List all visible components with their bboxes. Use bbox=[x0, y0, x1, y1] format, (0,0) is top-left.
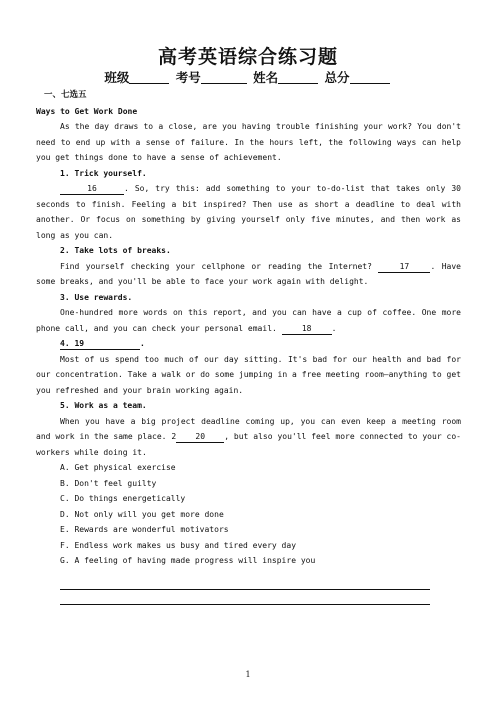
passage-title: Ways to Get Work Done bbox=[36, 106, 138, 116]
student-info-bar bbox=[0, 68, 496, 86]
heading-2: 2. Take lots of breaks. bbox=[60, 246, 171, 255]
document-body bbox=[36, 88, 461, 605]
answer-line-2[interactable] bbox=[60, 604, 430, 605]
option-e: E. Rewards are wonderful motivators bbox=[60, 525, 229, 534]
paragraph-3-text-after: . bbox=[331, 323, 337, 333]
paragraph-1 bbox=[36, 181, 461, 243]
blank-19[interactable]: 4. 19 bbox=[60, 338, 140, 350]
blank-20[interactable]: 20 bbox=[176, 431, 224, 443]
passage-intro: As the day draws to a close, are you having trouble finishing your work? You don't need to end up with a sense of failure. In the hours left, the following ways can help you get things done to have a sense of achievement. bbox=[36, 122, 461, 162]
blank-16[interactable]: 16 bbox=[60, 183, 124, 195]
heading-1: 1. Trick yourself. bbox=[60, 168, 147, 178]
name-field[interactable] bbox=[278, 71, 318, 84]
option-d: D. Not only will you get more done bbox=[60, 509, 224, 519]
option-c: C. Do things energetically bbox=[60, 494, 186, 503]
heading-5: 5. Work as a team. bbox=[60, 401, 147, 410]
score-label: 总分 bbox=[324, 70, 350, 85]
heading-4 bbox=[36, 336, 461, 352]
section-title: 一、七选五 bbox=[44, 90, 87, 100]
paragraph-4: Most of us spend too much of our day sitting. It's bad for our health and bad for our concentration. Take a walk or do some jumping in a free meeting room—anything to get you refreshed and your brain working again. bbox=[36, 354, 461, 395]
exam-no-label: 考号 bbox=[175, 70, 201, 85]
exam-no-field[interactable] bbox=[201, 71, 247, 84]
option-a: A. Get physical exercise bbox=[60, 463, 176, 472]
paragraph-3-text-before: One-hundred more words on this report, and you can have a cup of coffee. One more phone call, and you can check your personal email. bbox=[36, 308, 461, 333]
heading-3: 3. Use rewards. bbox=[60, 292, 133, 302]
class-label: 班级 bbox=[104, 70, 130, 85]
option-b: B. Don't feel guilty bbox=[60, 478, 157, 488]
paragraph-5-text-after: , but also you'll feel more connected to your co-workers while doing it. bbox=[36, 432, 461, 457]
paragraph-2 bbox=[36, 259, 461, 290]
paragraph-5-text-before: When you have a big project deadline coming up, you can even keep a meeting room and work in the same place. 2 bbox=[36, 416, 461, 441]
paragraph-1-text: . So, try this: add something to your to-do-list that takes only 30 seconds to finish. Feeling a bit inspired? Then use as short a deadline to deal with another. Or focus on something by giving yourself only five minutes, and then work as long as you can. bbox=[36, 184, 461, 240]
heading-4-period: . bbox=[140, 339, 145, 348]
page-title: 高考英语综合练习题 bbox=[157, 46, 338, 68]
name-label: 姓名 bbox=[253, 70, 279, 85]
paragraph-2-text-after: . Have some breaks, and you'll be able to face your work again with delight. bbox=[36, 261, 462, 286]
paragraph-3 bbox=[36, 305, 461, 336]
option-f: F. Endless work makes us busy and tired every day bbox=[60, 540, 297, 550]
page-number: 1 bbox=[245, 670, 251, 679]
option-g: G. A feeling of having made progress will inspire you bbox=[60, 556, 316, 565]
blank-17[interactable]: 17 bbox=[378, 261, 430, 273]
paragraph-2-text-before: Find yourself checking your cellphone or reading the Internet? bbox=[60, 261, 379, 271]
score-field[interactable] bbox=[350, 71, 390, 84]
blank-18[interactable]: 18 bbox=[282, 323, 332, 335]
paragraph-5 bbox=[36, 414, 461, 461]
class-field[interactable] bbox=[129, 71, 169, 84]
